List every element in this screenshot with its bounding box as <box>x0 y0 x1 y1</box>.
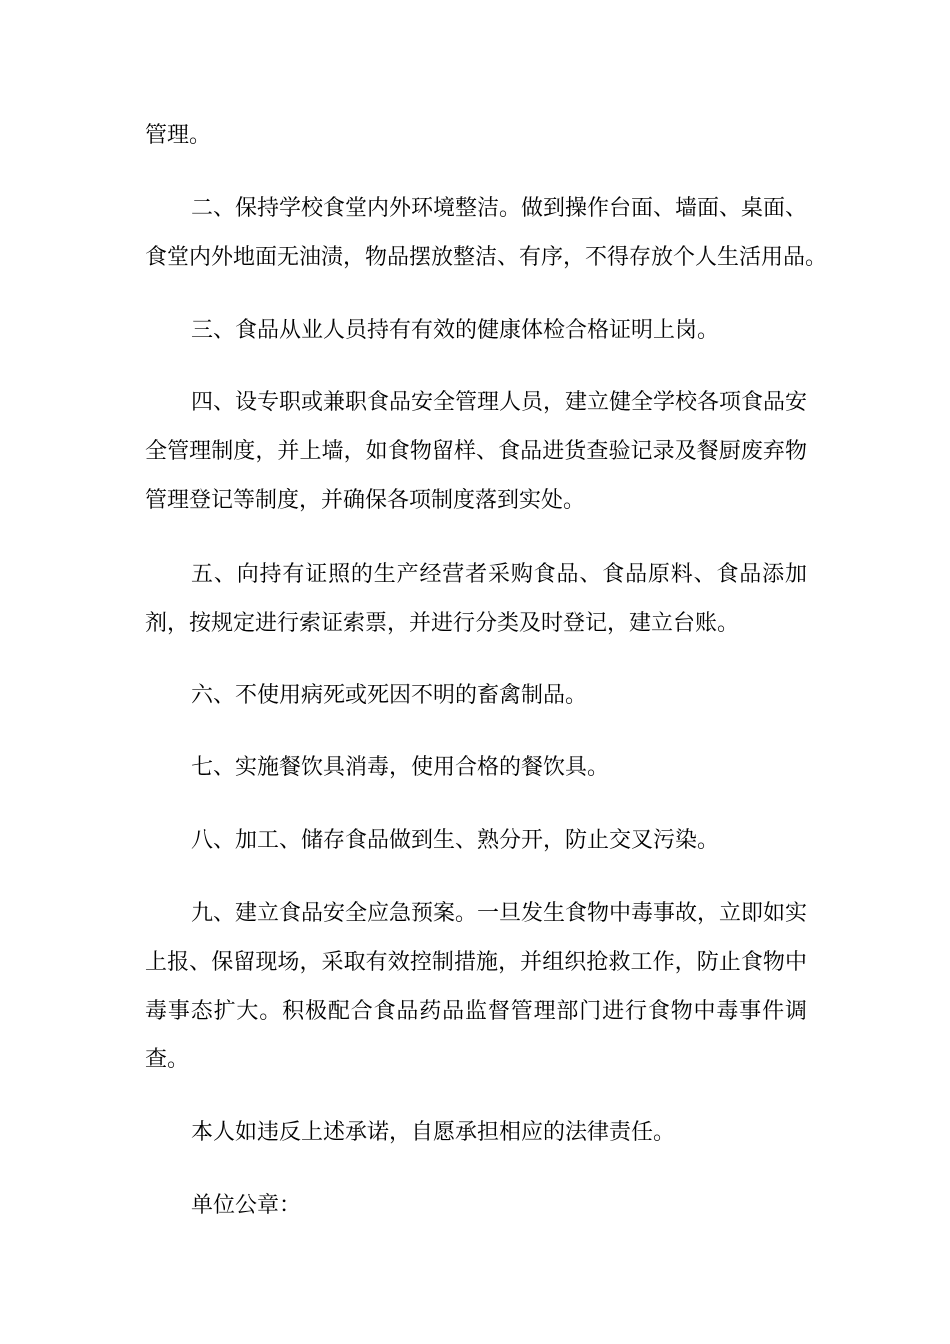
paragraph-5-line-2: 剂，按规定进行索证索票，并进行分类及时登记，建立台账。 <box>145 611 740 636</box>
paragraph-5-line-1: 五、向持有证照的生产经营者采购食品、食品原料、食品添加 <box>191 562 807 587</box>
paragraph-4-line-3: 管理登记等制度，并确保各项制度落到实处。 <box>145 488 586 513</box>
paragraph-2-line-2: 食堂内外地面无油渍，物品摆放整洁、有序，不得存放个人生活用品。 <box>145 245 828 270</box>
paragraph-9-line-4: 查。 <box>145 1047 190 1072</box>
paragraph-9-line-1: 九、建立食品安全应急预案。一旦发生食物中毒事故，立即如实 <box>191 901 808 926</box>
paragraph-6-line-1: 六、不使用病死或死因不明的畜禽制品。 <box>191 683 588 708</box>
paragraph-4-line-1: 四、设专职或兼职食品安全管理人员，建立健全学校各项食品安 <box>191 390 808 415</box>
paragraph-1-line-1: 管理。 <box>145 123 212 148</box>
official-seal-label: 单位公章： <box>191 1193 302 1218</box>
commitment-statement: 本人如违反上述承诺，自愿承担相应的法律责任。 <box>191 1120 676 1145</box>
paragraph-3-line-1: 三、食品从业人员持有有效的健康体检合格证明上岗。 <box>191 318 720 343</box>
paragraph-9-line-3: 毒事态扩大。积极配合食品药品监督管理部门进行食物中毒事件调 <box>145 999 807 1024</box>
paragraph-9-line-2: 上报、保留现场，采取有效控制措施，并组织抢救工作，防止食物中 <box>145 950 807 975</box>
paragraph-4-line-2: 全管理制度，并上墙，如食物留样、食品进货查验记录及餐厨废弃物 <box>145 439 807 464</box>
paragraph-8-line-1: 八、加工、储存食品做到生、熟分开，防止交叉污染。 <box>191 828 720 853</box>
paragraph-7-line-1: 七、实施餐饮具消毒，使用合格的餐饮具。 <box>191 755 610 780</box>
paragraph-2-line-1: 二、保持学校食堂内外环境整洁。做到操作台面、墙面、桌面、 <box>191 196 808 221</box>
